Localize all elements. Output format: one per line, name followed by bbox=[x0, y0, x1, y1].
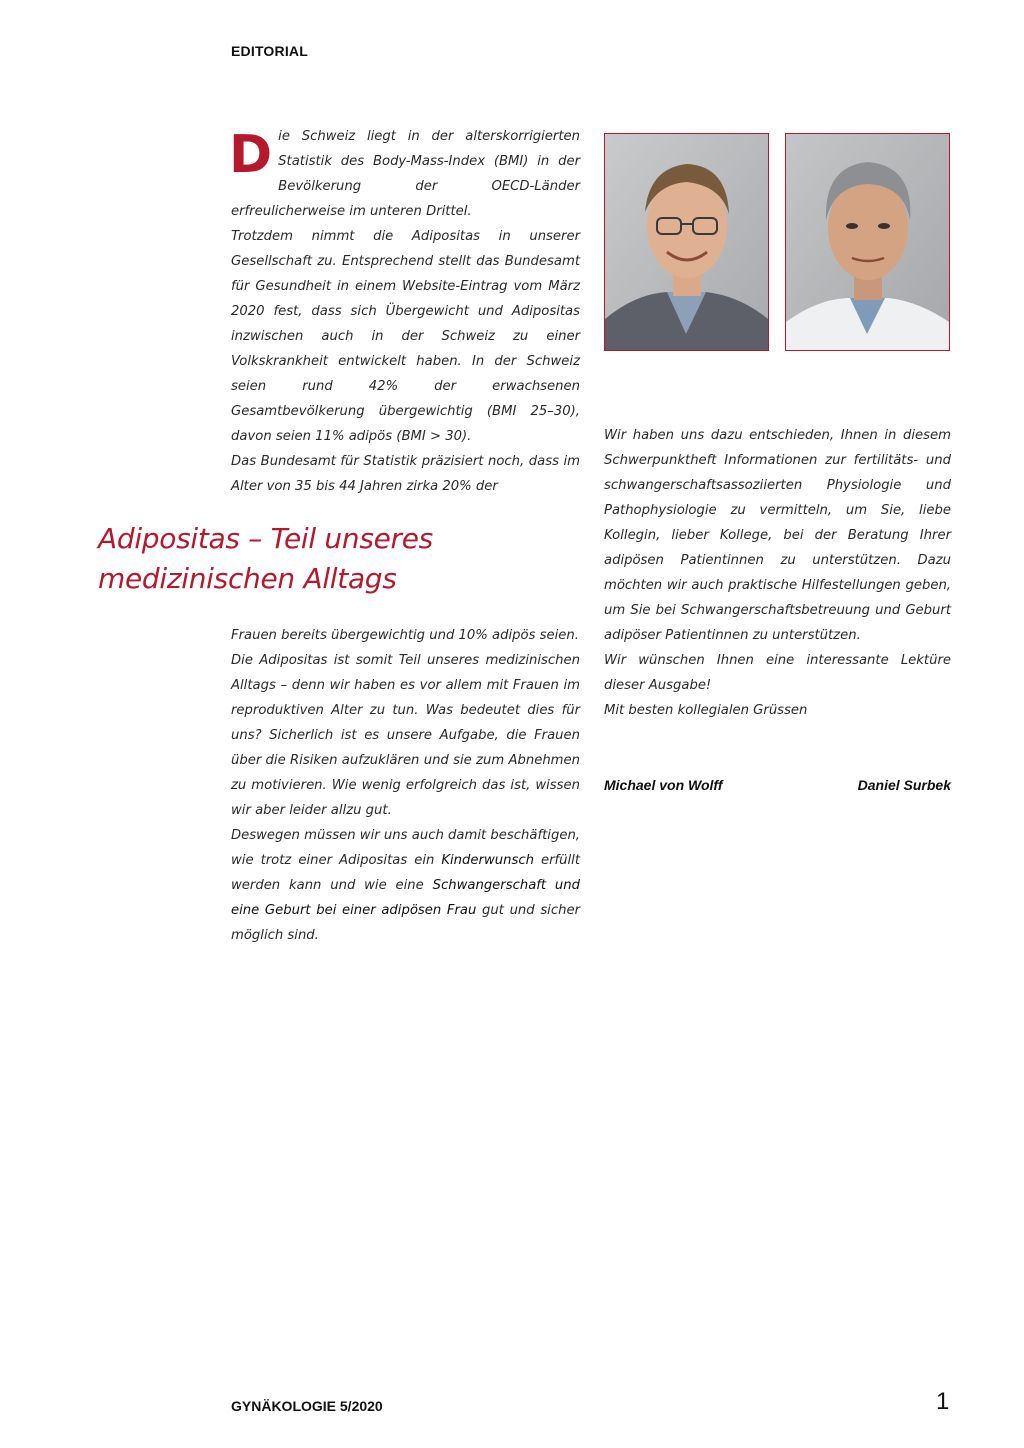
right-paragraph-1: Wir haben uns dazu entschieden, Ihnen in diesem Schwerpunktheft Informationen zur fertilitäts- und schwangerschaftsassoziierten Physiologie und Pathophysiologie zu vermitteln, um Sie, liebe Kollegin, lieber Kollege, bei der Beratung Ihrer adipösen Patientinnen zu unterstützen. Dazu möchten wir auch praktische Hilfestellungen geben, um Sie bei Schwangerschaftsbetreuung und Geburt adipöser Patientinnen zu unterstützen. bbox=[604, 428, 951, 643]
portrait-1-image bbox=[605, 134, 768, 350]
body-left-column bbox=[231, 623, 580, 948]
keyword-link-kinderwunsch[interactable]: Kinderwunsch bbox=[441, 853, 534, 868]
author-photo-2 bbox=[785, 133, 950, 351]
body-paragraph-continued: Frauen bereits übergewichtig und 10% adipös seien. bbox=[231, 628, 579, 643]
drop-cap: D bbox=[229, 125, 273, 185]
intro-paragraph-3: Das Bundesamt für Statistik präzisiert noch, dass im Alter von 35 bis 44 Jahren zirka 20% der bbox=[231, 454, 580, 494]
headline-line-2: medizinischen Alltags bbox=[98, 562, 397, 595]
section-label: EDITORIAL bbox=[231, 43, 308, 59]
intro-paragraph-2: Trotzdem nimmt die Adipositas in unserer Gesellschaft zu. Entsprechend stellt das Bundesamt für Gesundheit in einem Website-Eintrag vom März 2020 fest, dass sich Übergewicht und Adipositas inzwischen auch in der Schweiz zu einer Volkskrankheit entwickelt haben. In der Schweiz seien rund 42% der erwachsenen Gesamtbevölkerung übergewichtig (BMI 25–30), davon seien 11% adipös (BMI > 30). bbox=[231, 229, 580, 444]
article-headline bbox=[98, 519, 568, 599]
right-paragraph-2: Wir wünschen Ihnen eine interessante Lektüre dieser Ausgabe! bbox=[604, 653, 951, 693]
signature-author-2: Daniel Surbek bbox=[857, 777, 951, 793]
body-paragraph-4: Die Adipositas ist somit Teil unseres medizinischen Alltags – denn wir haben es vor allem mit Frauen im reproduktiven Alter zu tun. Was bedeutet dies für uns? Sicherlich ist es unsere Aufgabe, die Frauen über die Risiken aufzuklären und sie zum Abnehmen zu motivieren. Wie wenig erfolgreich das ist, wissen wir aber leider allzu gut. bbox=[231, 653, 580, 818]
footer-journal: GYNÄKOLOGIE 5/2020 bbox=[231, 1398, 383, 1414]
closing-greeting: Mit besten kollegialen Grüssen bbox=[604, 703, 808, 718]
intro-text: ie Schweiz liegt in der alterskorrigierten Statistik des Body-Mass-Index (BMI) in der Bevölkerung der OECD-Länder erfreulicherweise im unteren Drittel. bbox=[231, 129, 580, 219]
intro-paragraph-1 bbox=[231, 124, 580, 224]
keyword-link-schwangerschaft[interactable]: Schwangerschaft und eine Geburt bei einer adipösen Frau bbox=[231, 878, 581, 918]
intro-column bbox=[231, 124, 580, 499]
signatures bbox=[604, 773, 951, 798]
body-paragraph-5 bbox=[231, 823, 580, 948]
page-number: 1 bbox=[936, 1388, 950, 1415]
body-text: Deswegen müssen wir uns auch damit beschäftigen, wie trotz einer Adipositas ein bbox=[231, 828, 580, 868]
signature-author-1: Michael von Wolff bbox=[604, 777, 723, 793]
body-right-column bbox=[604, 423, 951, 723]
author-photo-1 bbox=[604, 133, 769, 351]
headline-line-1: Adipositas – Teil unseres bbox=[98, 522, 433, 555]
body-text: gut und sicher möglich sind. bbox=[231, 903, 580, 943]
portrait-2-image bbox=[786, 134, 949, 350]
body-text: erfüllt werden kann und wie eine bbox=[231, 853, 580, 893]
